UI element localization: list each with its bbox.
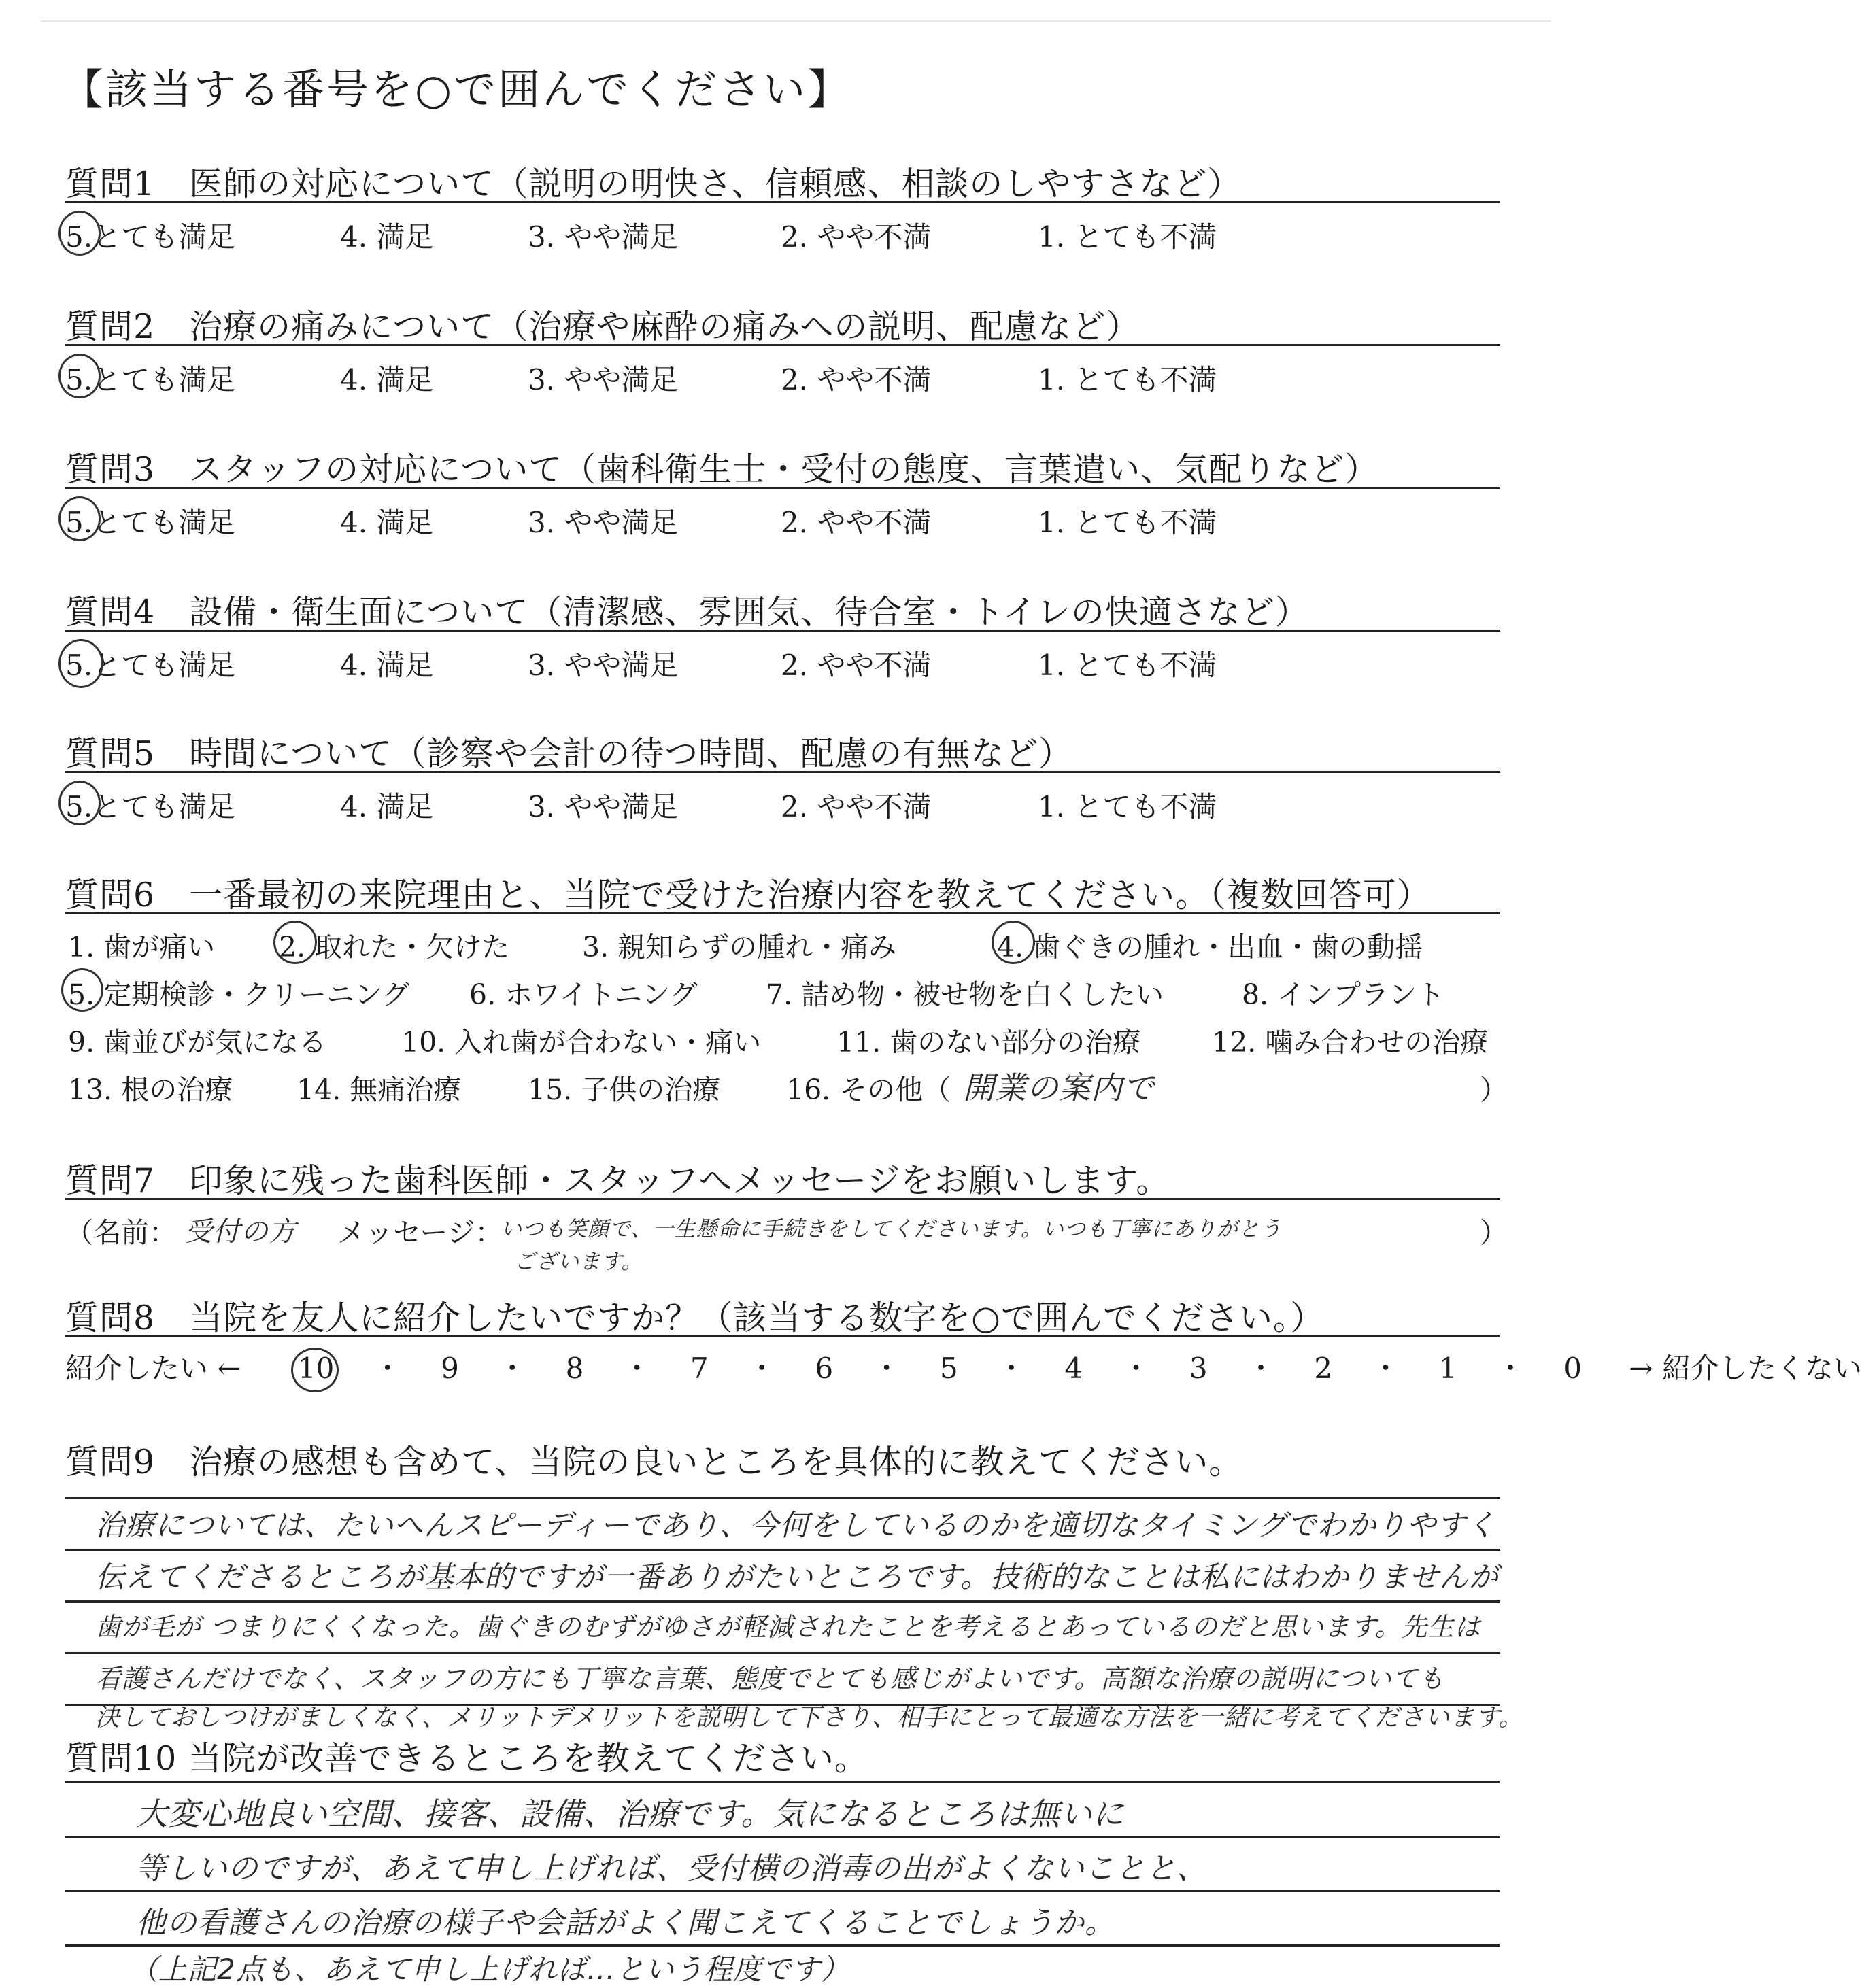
answer-line [65, 1600, 1500, 1603]
scale-dot: ・ [872, 1352, 901, 1385]
question-rule [65, 630, 1500, 632]
scale-2[interactable]: 2 [1314, 1352, 1333, 1385]
question-rule [65, 1335, 1500, 1337]
option-4[interactable]: 4. 満足 [340, 506, 434, 539]
other-text: 開業の案内で [963, 1069, 1155, 1106]
scale-dot: ・ [1121, 1352, 1151, 1385]
scale-1[interactable]: 1 [1438, 1352, 1457, 1385]
scale-7[interactable]: 7 [690, 1352, 709, 1385]
scale-8[interactable]: 8 [565, 1352, 584, 1385]
scale-dot: ・ [1371, 1352, 1400, 1385]
option-3[interactable]: 3. やや満足 [528, 220, 679, 254]
option-1[interactable]: 1. とても不満 [1038, 790, 1217, 823]
option-3[interactable]: 3. やや満足 [528, 649, 679, 682]
question-rule [65, 912, 1500, 914]
q6-option-5[interactable]: 5. 定期検診・クリーニング [68, 978, 410, 1011]
question-rule [65, 771, 1500, 773]
q6-option-4[interactable]: 4. 歯ぐきの腫れ・出血・歯の動揺 [997, 931, 1423, 963]
question-4 [65, 586, 1500, 682]
option-5[interactable]: 5.とても満足 [65, 506, 236, 539]
q10-answer-line: 他の看護さんの治療の様子や会話がよく聞こえてくることでしょうか。 [136, 1906, 1115, 1940]
scale-dot: ・ [747, 1352, 777, 1385]
question-rule [65, 201, 1500, 203]
message-line-1: いつも笑顔で、一生懸命に手続きをしてくださいます。いつも丁寧にありがとう [501, 1217, 1282, 1241]
scale-dot: ・ [997, 1352, 1026, 1385]
q6-option-6[interactable]: 6. ホワイトニング [469, 978, 698, 1011]
page-title: 【該当する番号を○で囲んでください】 [61, 65, 852, 114]
answer-line [65, 1781, 1500, 1783]
option-3[interactable]: 3. やや満足 [528, 363, 679, 396]
q6-option-3[interactable]: 3. 親知らずの腫れ・痛み [582, 931, 897, 963]
option-2[interactable]: 2. やや不満 [781, 506, 932, 539]
answer-line [65, 1836, 1500, 1838]
question-9 [65, 1436, 1500, 1490]
q6-option-7[interactable]: 7. 詰め物・被せ物を白くしたい [766, 978, 1164, 1011]
q10-answer-line: 大変心地良い空間、接客、設備、治療です。気になるところは無いに [136, 1796, 1125, 1832]
option-4[interactable]: 4. 満足 [340, 363, 434, 396]
scale-dot: ・ [1247, 1352, 1276, 1385]
question-title: 質問1 医師の対応について（説明の明快さ、信頼感、相談のしやすさなど） [65, 165, 1242, 203]
selected-circle [58, 781, 101, 825]
answer-line [65, 1497, 1500, 1499]
message-label: メッセージ： [337, 1216, 503, 1249]
close-paren: ） [1480, 1074, 1508, 1106]
q9-answer-line: 看護さんだけでなく、スタッフの方にも丁寧な言葉、態度でとても感じがよいです。高額な治療の説明についても [95, 1664, 1445, 1694]
answer-line [65, 1890, 1500, 1892]
question-title: 質問3 スタッフの対応について（歯科衛生士・受付の態度、言葉遣い、気配りなど） [65, 450, 1379, 489]
selected-circle [58, 354, 101, 398]
answer-line [65, 1944, 1500, 1947]
selected-circle [273, 921, 317, 964]
q6-option-15[interactable]: 15. 子供の治療 [528, 1074, 721, 1106]
scale-6[interactable]: 6 [815, 1352, 834, 1385]
scale-3[interactable]: 3 [1189, 1352, 1208, 1385]
question-title: 質問4 設備・衛生面について（清潔感、雰囲気、待合室・トイレの快適さなど） [65, 593, 1309, 632]
close-paren: ） [1480, 1216, 1508, 1249]
option-2[interactable]: 2. やや不満 [781, 220, 932, 254]
q10-answer-line: （上記2点も、あえて申し上げれば…という程度です） [129, 1953, 850, 1986]
option-3[interactable]: 3. やや満足 [528, 506, 679, 539]
question-rule [65, 344, 1500, 346]
scale-dot: ・ [1495, 1352, 1525, 1385]
question-5 [65, 727, 1500, 823]
question-10 [65, 1732, 1500, 1787]
option-4[interactable]: 4. 満足 [340, 220, 434, 254]
q6-option-11[interactable]: 11. 歯のない部分の治療 [836, 1026, 1141, 1059]
q9-answer-line: 治療については、たいへんスピーディーであり、今何をしているのかを適切なタイミングでわかりやすく [95, 1509, 1497, 1543]
question-title: 質問10 当院が改善できるところを教えてください。 [65, 1739, 868, 1778]
option-5[interactable]: 5.とても満足 [65, 363, 236, 396]
q6-option-12[interactable]: 12. 噛み合わせの治療 [1212, 1026, 1489, 1059]
q6-option-9[interactable]: 9. 歯並びが気になる [68, 1026, 327, 1059]
question-title: 質問6 一番最初の来院理由と、当院で受けた治療内容を教えてください。（複数回答可） [65, 876, 1431, 914]
answer-line [65, 1652, 1500, 1654]
question-6 [65, 869, 1508, 1114]
question-title: 質問7 印象に残った歯科医師・スタッフへメッセージをお願いします。 [65, 1161, 1170, 1200]
selected-circle [58, 639, 103, 688]
option-5[interactable]: 5.とても満足 [65, 649, 236, 682]
option-5[interactable]: 5.とても満足 [65, 790, 236, 823]
q10-answer-line: 等しいのですが、あえて申し上げれば、受付横の消毒の出がよくないことと、 [136, 1851, 1207, 1886]
q6-option-10[interactable]: 10. 入れ歯が合わない・痛い [401, 1026, 762, 1059]
option-2[interactable]: 2. やや不満 [781, 649, 932, 682]
question-title: 質問5 時間について（診察や会計の待つ時間、配慮の有無など） [65, 734, 1073, 773]
message-line-2: ございます。 [514, 1250, 643, 1274]
option-5[interactable]: 5.とても満足 [65, 220, 236, 254]
option-3[interactable]: 3. やや満足 [528, 790, 679, 823]
option-2[interactable]: 2. やや不満 [781, 363, 932, 396]
option-4[interactable]: 4. 満足 [340, 790, 434, 823]
question-2 [65, 301, 1500, 396]
selected-circle [58, 496, 101, 541]
scale-0[interactable]: 0 [1563, 1352, 1582, 1385]
option-1[interactable]: 1. とても不満 [1038, 506, 1217, 539]
q9-answer-line: 歯が毛が つまりにくくなった。歯ぐきのむずがゆさが軽減されたことを考えるとあっているのだと思います。先生は [95, 1612, 1481, 1642]
question-title: 質問2 治療の痛みについて（治療や麻酔の痛みへの説明、配慮など） [65, 307, 1140, 346]
q6-option-8[interactable]: 8. インプラント [1242, 978, 1445, 1011]
question-rule [65, 1198, 1500, 1200]
scale-left-label: 紹介したい ← [65, 1352, 241, 1385]
q9-answer-line: 決しておしつけがましくなく、メリットデメリットを説明して下さり、相手にとって最適な方法を一緒に考えてくださいます。 [95, 1704, 1524, 1732]
option-2[interactable]: 2. やや不満 [781, 790, 932, 823]
question-7 [65, 1154, 1508, 1284]
option-1[interactable]: 1. とても不満 [1038, 649, 1217, 682]
question-1 [65, 158, 1500, 254]
q6-option-2[interactable]: 2. 取れた・欠けた [279, 931, 510, 963]
name-label: （名前： [65, 1216, 177, 1249]
staff-name: 受付の方 [185, 1216, 297, 1248]
answer-line [65, 1549, 1500, 1551]
question-title: 質問9 治療の感想も含めて、当院の良いところを具体的に教えてください。 [65, 1443, 1243, 1481]
option-1[interactable]: 1. とても不満 [1038, 220, 1217, 254]
selected-circle [992, 921, 1035, 964]
question-title: 質問8 当院を友人に紹介したいですか？（該当する数字を○で囲んでください。） [65, 1299, 1325, 1337]
scale-4[interactable]: 4 [1064, 1352, 1083, 1385]
option-1[interactable]: 1. とても不満 [1038, 363, 1217, 396]
selected-circle [291, 1348, 339, 1392]
scale-dot: ・ [622, 1352, 651, 1385]
q9-answer-line: 伝えてくださるところが基本的ですが一番ありがたいところです。技術的なことは私にはわかりませんが [95, 1560, 1500, 1594]
q6-option-14[interactable]: 14. 無痛治療 [297, 1074, 462, 1106]
selected-circle [58, 211, 101, 256]
top-rule [41, 20, 1551, 22]
question-3 [65, 443, 1500, 539]
scale-dot: ・ [498, 1352, 527, 1385]
scale-right-label: → 紹介したくない [1629, 1352, 1862, 1385]
scale-9[interactable]: 9 [441, 1352, 459, 1385]
selected-circle [61, 968, 103, 1012]
q6-option-13[interactable]: 13. 根の治療 [68, 1074, 233, 1106]
option-4[interactable]: 4. 満足 [340, 649, 434, 682]
q6-option-16[interactable]: 16. その他（ [786, 1074, 951, 1106]
question-rule [65, 487, 1500, 489]
recommend-scale [65, 1346, 1862, 1387]
scale-dot: ・ [373, 1352, 402, 1385]
scale-5[interactable]: 5 [939, 1352, 958, 1385]
q6-option-1[interactable]: 1. 歯が痛い [68, 931, 216, 963]
scale-10[interactable]: 10 [298, 1352, 334, 1385]
